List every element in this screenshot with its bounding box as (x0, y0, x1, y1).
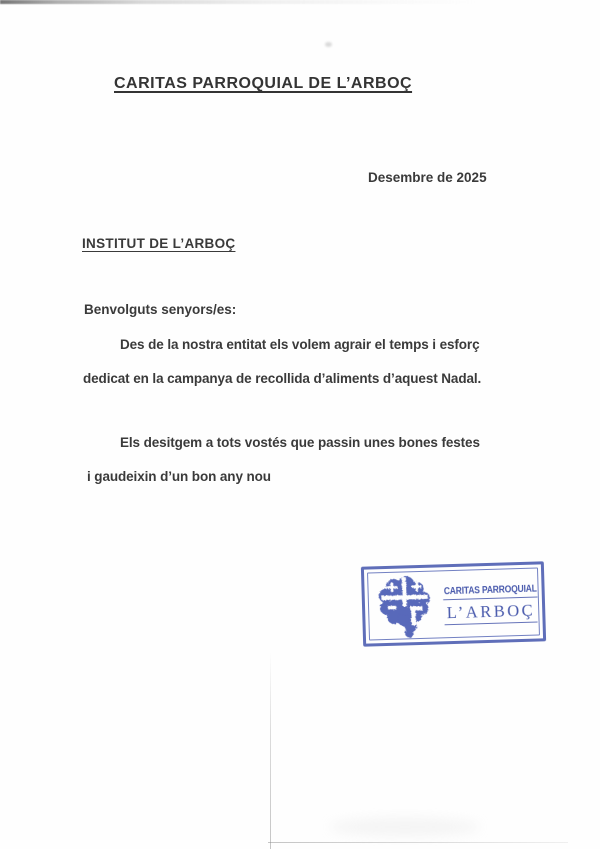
scan-artifact-vertical-crease (270, 652, 271, 849)
body-line-4: i gaudeixin d’un bon any nou (87, 469, 271, 484)
scan-artifact-bottom-line (268, 842, 568, 843)
stamp-inner-border (367, 567, 540, 640)
letter-title: CARITAS PARROQUIAL DE L’ARBOÇ (114, 75, 413, 92)
stamp-org-name: CARITAS PARROQUIAL (443, 583, 538, 600)
stamp-text-block (434, 583, 546, 625)
body-line-3: Els desitgem a tots vostés que passin unes bones festes (120, 435, 480, 450)
recipient-line: INSTITUT DE L’ARBOÇ (82, 236, 236, 251)
scan-artifact-smudge (330, 818, 480, 836)
body-line-1: Des de la nostra entitat els volem agrair el temps i esforç (120, 337, 480, 352)
scan-artifact-speck (325, 42, 332, 47)
caritas-logo-icon (374, 574, 436, 640)
letter-date: Desembre de 2025 (368, 170, 487, 185)
salutation-line: Benvolguts senyors/es: (84, 302, 237, 317)
body-line-2: dedicat en la campanya de recollida d’aliments d’aquest Nadal. (83, 371, 482, 386)
caritas-stamp (361, 561, 546, 646)
stamp-place-name: L’ARBOÇ (444, 600, 537, 625)
scan-artifact-top-edge (0, 0, 480, 4)
